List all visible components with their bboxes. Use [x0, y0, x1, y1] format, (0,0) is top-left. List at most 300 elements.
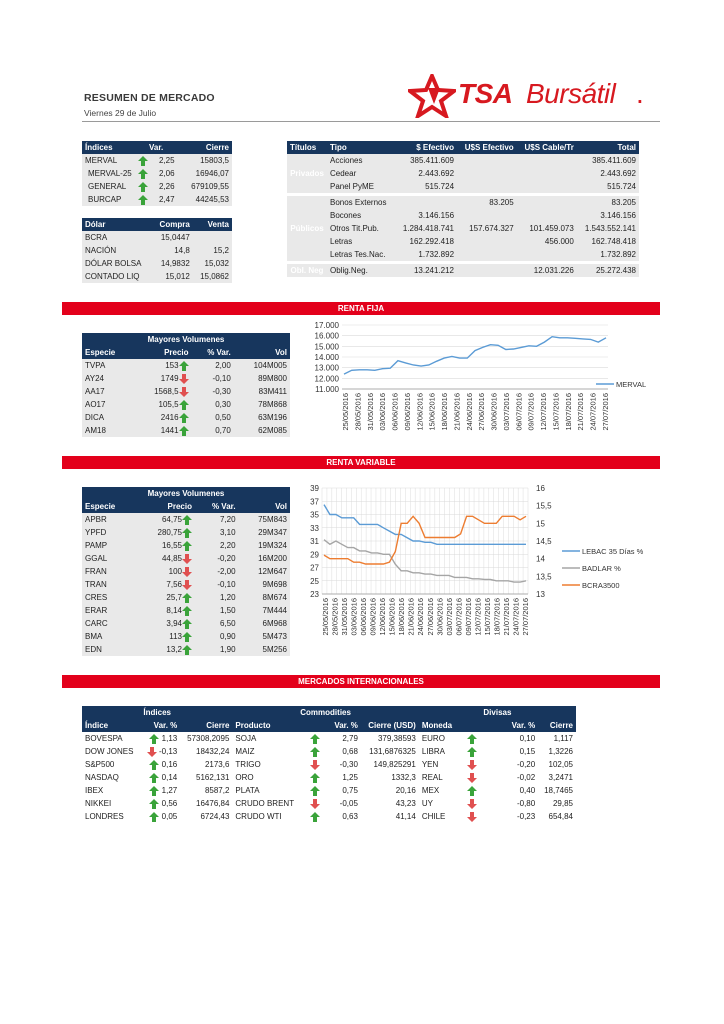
arrow-down-icon: [310, 799, 320, 809]
especie-vol: 78M868: [234, 398, 290, 411]
intl-index-var: 1,13: [161, 734, 178, 743]
intl-index-close: 8587,2: [204, 786, 230, 795]
intl-row: [82, 797, 576, 810]
intl-header-indice: Índice: [82, 719, 141, 732]
volume-row: [82, 643, 290, 656]
index-close: 16946,07: [178, 167, 232, 180]
intl-product-name: ORO: [235, 773, 254, 782]
arrow-down-icon: [182, 567, 192, 577]
page-title: RESUMEN DE MERCADO: [84, 92, 215, 104]
intl-header-pclose: Cierre (USD): [361, 719, 419, 732]
intl-index-name: DOW JONES: [85, 747, 134, 756]
arrow-up-icon: [138, 156, 148, 166]
y-tick-label: 14.000: [314, 353, 339, 362]
titulos-usd: [457, 180, 517, 193]
x-tick-label: 25/05/2016: [321, 598, 330, 636]
intl-currency-var: -0,20: [516, 760, 536, 769]
intl-index-var: 0,16: [161, 760, 178, 769]
x-tick-label: 09/06/2016: [402, 393, 412, 431]
dolar-row: [82, 244, 232, 257]
x-tick-label: 21/07/2016: [501, 598, 511, 636]
intl-index-name: NASDAQ: [85, 773, 119, 782]
y2-tick-label: 16: [536, 484, 545, 493]
titulos-group-label: Obl. Neg: [287, 264, 327, 277]
rf-header-precio: Precio: [134, 346, 192, 359]
volume-row: [82, 604, 290, 617]
arrow-up-icon: [138, 195, 148, 205]
indices-row: [82, 180, 232, 193]
x-tick-label: 09/07/2016: [526, 393, 536, 431]
intl-row: [82, 771, 576, 784]
arrow-up-icon: [182, 593, 192, 603]
arrow-up-icon: [149, 760, 159, 770]
arrow-up-icon: [467, 734, 477, 744]
titulos-type: Cedear: [327, 167, 395, 180]
titulos-cable: [517, 154, 577, 167]
index-name: MERVAL-25: [82, 167, 135, 180]
especie-price: 153: [165, 361, 179, 370]
titulos-total: 162.748.418: [577, 235, 639, 248]
arrow-up-icon: [149, 773, 159, 783]
rv-header-var: % Var.: [195, 500, 239, 513]
dolar-name: NACIÓN: [82, 244, 152, 257]
especie-vol: 9M698: [239, 578, 290, 591]
y-tick-label: 16.000: [314, 331, 339, 341]
intl-product-name: PLATA: [235, 786, 260, 795]
especie-price: 3,94: [166, 619, 182, 628]
intl-product-var: -0,05: [339, 799, 358, 808]
x-tick-label: 06/06/2016: [390, 393, 400, 431]
x-tick-label: 09/07/2016: [463, 598, 473, 636]
especie-vol: 62M085: [234, 424, 290, 437]
intl-currency-var: -0,23: [516, 812, 536, 821]
especie-var: 0,30: [192, 398, 234, 411]
especie-name: CARC: [82, 617, 135, 630]
titulos-cable: [517, 180, 577, 193]
especie-var: 2,20: [195, 539, 239, 552]
x-tick-label: 21/06/2016: [452, 393, 462, 431]
arrow-up-icon: [310, 747, 320, 757]
titulos-type: Panel PyME: [327, 180, 395, 193]
x-tick-label: 18/06/2016: [440, 393, 450, 431]
titulos-cable: 101.459.073: [517, 222, 577, 235]
titulos-header-1: Tipo: [327, 141, 395, 154]
intl-index-name: BOVESPA: [85, 734, 123, 743]
especie-name: YPFD: [82, 526, 135, 539]
index-close: 679109,55: [178, 180, 232, 193]
intl-header-moneda: Moneda: [419, 719, 458, 732]
intl-product-close: 1332,3: [391, 773, 416, 782]
intl-index-close: 16476,84: [196, 799, 230, 808]
especie-name: AA17: [82, 385, 134, 398]
especie-var: 0,50: [192, 411, 234, 424]
header-divider: [82, 121, 660, 122]
titulos-ars: 385.411.609: [395, 154, 457, 167]
intl-currency-var: 0,40: [519, 786, 536, 795]
titulos-cable: [517, 167, 577, 180]
arrow-down-icon: [467, 773, 477, 783]
arrow-up-icon: [138, 169, 148, 179]
intl-product-name: TRIGO: [235, 760, 261, 769]
dolar-header-name: Dólar: [82, 218, 152, 231]
x-tick-label: 24/06/2016: [416, 598, 426, 636]
volume-row: [82, 539, 290, 552]
intl-header-cclose: Cierre: [538, 719, 576, 732]
intl-currency-close: 1,117: [553, 734, 573, 743]
arrow-up-icon: [182, 619, 192, 629]
x-tick-label: 24/07/2016: [511, 598, 521, 636]
intl-row: [82, 745, 576, 758]
x-tick-label: 18/06/2016: [397, 598, 407, 636]
intl-product-name: MAIZ: [235, 747, 255, 756]
y2-tick-label: 14,5: [536, 537, 552, 546]
x-tick-label: 24/07/2016: [588, 393, 598, 431]
index-name: BURCAP: [82, 193, 135, 206]
especie-var: 1,20: [195, 591, 239, 604]
indices-header-name: Índices: [82, 141, 135, 154]
intl-product-close: 20,16: [395, 786, 416, 795]
volume-row: [82, 552, 290, 565]
titulos-usd: [457, 264, 517, 277]
arrow-up-icon: [149, 786, 159, 796]
intl-currency-var: 0,10: [519, 734, 536, 743]
indices-row: [82, 167, 232, 180]
tsa-bursatil-logo: [408, 74, 658, 118]
x-tick-label: 12/06/2016: [415, 393, 425, 431]
x-tick-label: 30/06/2016: [489, 393, 499, 431]
series-line-0: [344, 337, 606, 374]
especie-var: 6,50: [195, 617, 239, 630]
x-tick-label: 27/07/2016: [601, 393, 610, 431]
intl-product-close: 379,38593: [377, 734, 416, 743]
intl-product-var: 0,63: [342, 812, 358, 821]
titulos-row: [287, 196, 639, 209]
dolar-sell: 15,0862: [193, 270, 232, 283]
index-name: MERVAL: [82, 154, 135, 167]
titulos-type: Bocones: [327, 209, 395, 222]
especie-name: TRAN: [82, 578, 135, 591]
arrow-up-icon: [182, 645, 192, 655]
titulos-type: Oblig.Neg.: [327, 264, 395, 277]
rv-header-precio: Precio: [135, 500, 195, 513]
especie-name: AO17: [82, 398, 134, 411]
arrow-down-icon: [467, 812, 477, 822]
arrow-up-icon: [182, 632, 192, 642]
titulos-cable: [517, 196, 577, 209]
x-tick-label: 28/05/2016: [353, 393, 363, 431]
x-tick-label: 03/06/2016: [378, 393, 388, 431]
intl-table: [82, 706, 576, 823]
intl-header-ivar: Var. %: [141, 719, 180, 732]
y-tick-label: 12.000: [314, 374, 339, 384]
x-tick-label: 21/06/2016: [406, 598, 416, 636]
titulos-cable: 12.031.226: [517, 264, 577, 277]
intl-index-var: 0,14: [161, 773, 178, 782]
intl-index-var: 0,56: [161, 799, 178, 808]
internacionales-banner: MERCADOS INTERNACIONALES: [62, 675, 660, 688]
especie-price: 1749: [160, 374, 179, 383]
indices-row: [82, 154, 232, 167]
x-tick-label: 21/07/2016: [576, 393, 586, 431]
rates-chart: [300, 481, 660, 659]
titulos-total: 25.272.438: [577, 264, 639, 277]
especie-price: 105,5: [158, 400, 179, 409]
x-tick-label: 24/06/2016: [464, 393, 474, 431]
volume-row: [82, 513, 290, 526]
especie-price: 2416: [160, 413, 179, 422]
x-tick-label: 12/07/2016: [473, 598, 483, 636]
intl-product-close: 43,23: [395, 799, 416, 808]
especie-name: APBR: [82, 513, 135, 526]
arrow-up-icon: [467, 747, 477, 757]
y-tick-label: 11.000: [315, 385, 339, 394]
y2-tick-label: 15,5: [536, 501, 552, 511]
x-tick-label: 18/07/2016: [563, 393, 573, 431]
volume-row: [82, 617, 290, 630]
index-close: 44245,53: [178, 193, 232, 206]
arrow-up-icon: [149, 734, 159, 744]
indices-header-close: Cierre: [178, 141, 232, 154]
especie-price: 1568,5: [154, 387, 179, 396]
intl-index-name: IBEX: [85, 786, 104, 795]
volume-row: [82, 398, 290, 411]
especie-name: EDN: [82, 643, 135, 656]
dolar-header-buy: Compra: [152, 218, 193, 231]
intl-index-var: 1,27: [161, 786, 178, 795]
especie-var: 7,20: [195, 513, 239, 526]
arrow-up-icon: [149, 812, 159, 822]
intl-header-pvar: Var. %: [302, 719, 361, 732]
arrow-down-icon: [147, 747, 157, 757]
rf-header-especie: Especie: [82, 346, 134, 359]
index-var: 2,26: [151, 180, 178, 193]
y-tick-label: 29: [310, 550, 319, 560]
index-var: 2,06: [151, 167, 178, 180]
intl-currency-name: CHILE: [421, 812, 446, 821]
intl-index-close: 6724,43: [200, 812, 230, 821]
intl-currency-name: EURO: [421, 734, 445, 743]
especie-vol: 104M005: [234, 359, 290, 372]
volume-row: [82, 591, 290, 604]
especie-name: AY24: [82, 372, 134, 385]
titulos-group-label: Públicos: [287, 196, 327, 261]
intl-product-var: 2,79: [342, 734, 358, 743]
intl-row: [82, 732, 576, 745]
x-tick-label: 06/06/2016: [359, 598, 369, 636]
intl-currency-close: 18,7465: [544, 786, 573, 795]
titulos-ars: [395, 196, 457, 209]
volume-row: [82, 359, 290, 372]
titulos-row: [287, 222, 639, 235]
x-tick-label: 28/05/2016: [330, 598, 340, 636]
titulos-type: Bonos Externos: [327, 196, 395, 209]
titulos-usd: [457, 154, 517, 167]
intl-currency-close: 654,84: [548, 812, 573, 821]
titulos-type: Otros Tit.Pub.: [327, 222, 395, 235]
arrow-up-icon: [182, 606, 192, 616]
especie-price: 25,7: [166, 593, 182, 602]
especie-var: -0,10: [192, 372, 234, 385]
intl-index-var: 0,05: [161, 812, 178, 821]
titulos-header-3: U$S Efectivo: [457, 141, 517, 154]
arrow-up-icon: [310, 773, 320, 783]
dolar-buy: 15,0447: [152, 231, 193, 244]
rv-header-vol: Vol: [239, 500, 290, 513]
especie-vol: 5M256: [239, 643, 290, 656]
intl-product-var: 0,75: [342, 786, 358, 795]
intl-currency-close: 1,3226: [548, 747, 573, 756]
arrow-up-icon: [179, 361, 189, 371]
titulos-table: [287, 141, 639, 277]
y-tick-label: 13.000: [314, 363, 339, 373]
titulos-row: [287, 154, 639, 167]
logo-text-tsa: TSA: [458, 78, 513, 109]
dolar-row: [82, 257, 232, 270]
y-tick-label: 17.000: [314, 321, 339, 330]
especie-vol: 89M800: [234, 372, 290, 385]
intl-group-commodities: Commodities: [232, 706, 418, 719]
intl-product-close: 149,825291: [373, 760, 416, 769]
arrow-down-icon: [179, 387, 189, 397]
x-tick-label: 31/05/2016: [340, 598, 350, 636]
index-name: GENERAL: [82, 180, 135, 193]
especie-vol: 19M324: [239, 539, 290, 552]
x-tick-label: 27/07/2016: [521, 598, 530, 636]
titulos-ars: 3.146.156: [395, 209, 457, 222]
intl-index-name: S&P500: [85, 760, 115, 769]
intl-row: [82, 758, 576, 771]
rv-volumes-table: [82, 487, 290, 656]
titulos-cable: [517, 209, 577, 222]
volume-row: [82, 565, 290, 578]
especie-vol: 63M196: [234, 411, 290, 424]
arrow-down-icon: [310, 760, 320, 770]
x-tick-label: 27/06/2016: [425, 598, 435, 636]
volume-row: [82, 424, 290, 437]
titulos-header-5: Total: [577, 141, 639, 154]
x-tick-label: 12/07/2016: [539, 393, 549, 431]
especie-name: GGAL: [82, 552, 135, 565]
intl-currency-name: LIBRA: [421, 747, 445, 756]
especie-name: DICA: [82, 411, 134, 424]
titulos-header-2: $ Efectivo: [395, 141, 457, 154]
titulos-total: 1.543.552.141: [577, 222, 639, 235]
especie-name: AM18: [82, 424, 134, 437]
dolar-sell: 15,2: [193, 244, 232, 257]
titulos-row: [287, 264, 639, 277]
especie-name: BMA: [82, 630, 135, 643]
especie-vol: 16M200: [239, 552, 290, 565]
indices-row: [82, 193, 232, 206]
arrow-up-icon: [467, 786, 477, 796]
titulos-header-0: Títulos: [287, 141, 327, 154]
volume-row: [82, 372, 290, 385]
index-var: 2,47: [151, 193, 178, 206]
x-tick-label: 03/06/2016: [349, 598, 359, 636]
x-tick-label: 15/07/2016: [482, 598, 492, 636]
y-tick-label: 23: [310, 590, 319, 599]
intl-product-name: CRUDO BRENT: [235, 799, 295, 808]
indices-header-var: Var.: [135, 141, 178, 154]
y2-tick-label: 13,5: [536, 572, 552, 582]
titulos-group-label: Privados: [287, 154, 327, 193]
titulos-total: 2.443.692: [577, 167, 639, 180]
intl-product-var: 0,68: [342, 747, 358, 756]
intl-header-producto: Producto: [232, 719, 302, 732]
especie-price: 7,56: [166, 580, 182, 589]
especie-name: TVPA: [82, 359, 134, 372]
x-tick-label: 15/07/2016: [551, 393, 561, 431]
x-tick-label: 27/06/2016: [477, 393, 487, 431]
intl-product-var: 1,25: [342, 773, 358, 782]
arrow-down-icon: [182, 580, 192, 590]
arrow-down-icon: [467, 760, 477, 770]
y2-tick-label: 14: [536, 554, 545, 564]
titulos-usd: [457, 235, 517, 248]
especie-price: 44,85: [161, 554, 182, 563]
y-tick-label: 27: [310, 563, 319, 573]
intl-currency-var: -0,80: [516, 799, 536, 808]
intl-currency-close: 29,85: [552, 799, 573, 808]
intl-index-name: NIKKEI: [85, 799, 112, 808]
especie-var: -2,00: [195, 565, 239, 578]
merval-chart: [300, 318, 660, 450]
especie-price: 64,75: [161, 515, 182, 524]
rf-volumes-title: Mayores Volumenes: [82, 333, 290, 346]
titulos-total: 385.411.609: [577, 154, 639, 167]
intl-product-var: -0,30: [339, 760, 358, 769]
arrow-up-icon: [310, 812, 320, 822]
x-tick-label: 12/06/2016: [378, 598, 388, 636]
y2-tick-label: 15: [536, 519, 545, 529]
titulos-usd: [457, 209, 517, 222]
dolar-row: [82, 231, 232, 244]
star-logo-icon: [408, 74, 456, 118]
intl-index-var: -0,13: [159, 747, 178, 756]
rf-header-var: % Var.: [192, 346, 234, 359]
intl-group-divisas: Divisas: [419, 706, 576, 719]
legend-label: LEBAC 35 Días %: [582, 547, 644, 556]
rv-header-especie: Especie: [82, 500, 135, 513]
titulos-cable: [517, 248, 577, 261]
titulos-row: [287, 235, 639, 248]
titulos-ars: 162.292.418: [395, 235, 457, 248]
intl-currency-var: 0,15: [519, 747, 536, 756]
renta-variable-banner: RENTA VARIABLE: [62, 456, 660, 469]
especie-price: 16,55: [161, 541, 182, 550]
volume-row: [82, 385, 290, 398]
titulos-ars: 1.284.418.741: [395, 222, 457, 235]
especie-var: 3,10: [195, 526, 239, 539]
intl-currency-name: YEN: [421, 760, 439, 769]
intl-currency-name: UY: [421, 799, 433, 808]
especie-vol: 12M647: [239, 565, 290, 578]
legend-label: BCRA3500: [582, 581, 620, 590]
index-close: 15803,5: [178, 154, 232, 167]
intl-row: [82, 784, 576, 797]
arrow-up-icon: [179, 413, 189, 423]
dolar-name: CONTADO LIQ: [82, 270, 152, 283]
intl-row: [82, 810, 576, 823]
titulos-total: 515.724: [577, 180, 639, 193]
especie-var: 2,00: [192, 359, 234, 372]
dolar-name: DÓLAR BOLSA: [82, 257, 152, 270]
volume-row: [82, 526, 290, 539]
especie-vol: 6M968: [239, 617, 290, 630]
intl-group-indices: Índices: [82, 706, 232, 719]
intl-index-close: 18432,24: [196, 747, 230, 756]
titulos-type: Acciones: [327, 154, 395, 167]
